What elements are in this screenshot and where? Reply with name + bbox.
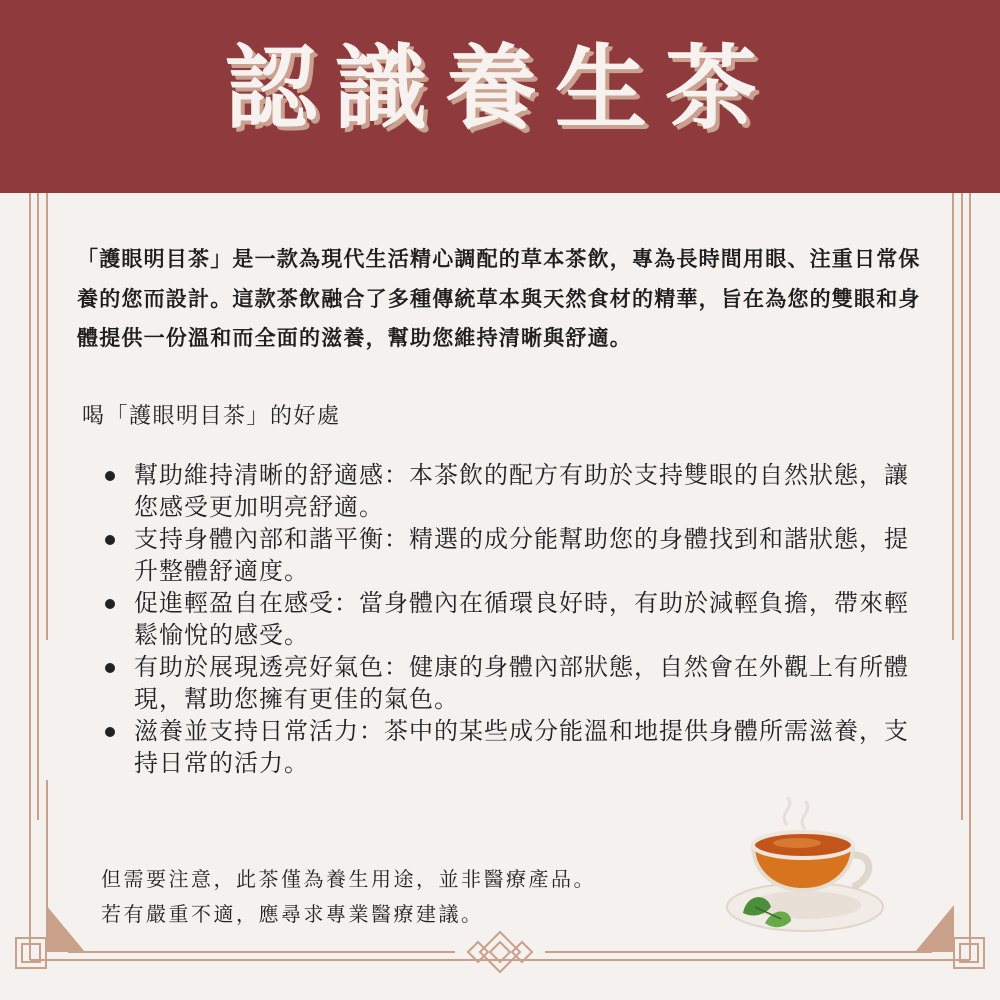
corner-triangle-left [46, 905, 85, 952]
bullet-icon [105, 663, 115, 673]
benefit-text: 促進輕盈自在感受：當身體內在循環良好時，有助於減輕負擔，帶來輕鬆愉悅的感受。 [134, 589, 909, 649]
benefits-list [101, 459, 911, 779]
disclaimer-line-2: 若有嚴重不適，應尋求專業醫療建議。 [101, 902, 484, 926]
corner-triangle-right [915, 905, 954, 952]
list-item [101, 523, 911, 587]
list-item [101, 587, 911, 651]
list-item [101, 715, 911, 779]
benefit-text: 有助於展現透亮好氣色：健康的身體內部狀態，自然會在外觀上有所體現，幫助您擁有更佳的氣色。 [134, 653, 909, 713]
teacup-with-leaves-icon [725, 795, 895, 945]
list-item [101, 651, 911, 715]
bullet-icon [105, 535, 115, 545]
bullet-icon [105, 727, 115, 737]
benefit-text: 幫助維持清晰的舒適感：本茶飲的配方有助於支持雙眼的自然狀態，讓您感受更加明亮舒適。 [134, 461, 909, 521]
benefit-text: 支持身體內部和諧平衡：精選的成分能幫助您的身體找到和諧狀態，提升整體舒適度。 [134, 525, 909, 585]
benefit-text: 滋養並支持日常活力：茶中的某些成分能溫和地提供身體所需滋養，支持日常的活力。 [134, 717, 909, 777]
page-title: 認識養生茶 [224, 35, 775, 142]
disclaimer-note [101, 862, 741, 932]
bullet-icon [105, 471, 115, 481]
list-item [101, 459, 911, 523]
benefits-heading: 喝「護眼明目茶」的好處 [82, 404, 341, 429]
intro-paragraph: 「護眼明目茶」是一款為現代生活精心調配的草本茶飲，專為長時間用眼、注重日常保養的您而設計。這款茶飲融合了多種傳統草本與天然食材的精華，旨在為您的雙眼和身體提供一份溫和而全面的滋養，幫助您維持清晰與舒適。 [77, 247, 921, 350]
bullet-icon [105, 599, 115, 609]
disclaimer-line-1: 但需要注意，此茶僅為養生用途，並非醫療產品。 [101, 867, 596, 891]
